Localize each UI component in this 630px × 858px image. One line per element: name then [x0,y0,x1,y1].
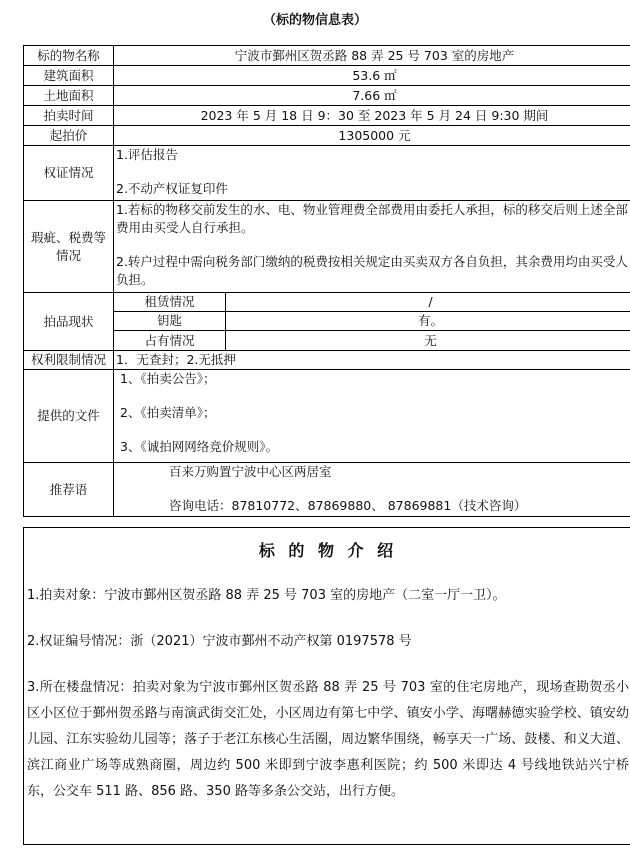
status-label: 拍品现状 [24,293,114,351]
table-row [24,126,630,146]
intro-section [23,527,630,845]
list-item: 2.转户过程中需向税务部门缴纳的税费按相关规定由买卖双方各自负担，其余费用均由买受人负担。 [116,254,628,287]
table-row [24,312,630,331]
table-row [24,86,630,106]
table-row [24,201,630,293]
list-item: 2、《拍卖清单》； [120,405,216,420]
list-item: 1、《拍卖公告》； [120,371,216,386]
cert-cell [114,146,630,201]
table-row [24,293,630,312]
docs-label: 提供的文件 [24,370,114,463]
page-title: （标的物信息表） [262,13,367,28]
status-row-label: 占有情况 [114,331,226,351]
auction-time-label: 拍卖时间 [24,106,114,126]
table-row [24,146,630,201]
name-label: 标的物名称 [24,46,114,66]
land-area-value: 7.66 ㎡ [114,86,630,106]
defect-cell [114,201,630,293]
status-row-value: 无 [226,331,630,351]
intro-paragraph: 2.权证编号情况：浙（2021）宁波市鄞州不动产权第 0197578 号 [27,634,412,649]
intro-paragraph: 3.所在楼盘情况：拍卖对象为宁波市鄞州区贺丞路 88 弄 25 号 703 室的住宅房地产，现场查勘贺丞小区小区位于鄞州贺丞路与南演武街交汇处，小区周边有第七中学、镇安小学、海曙赫德实验学校、镇安幼儿园、江东实验幼儿园等；落子于老江东核心生活圈，周边繁华围绕，畅享天一广场、鼓楼、和义大道、滨江商业广场等成熟商圈，周边约 500 米即到宁波李惠利医院；约 500 米即达 4 号线地铁站兴宁桥东，公交车 511 路、856 路、350 路等多条公交站，出行方便。 [27,680,629,799]
table-row [24,370,630,463]
table-row [24,66,630,86]
table-row [24,331,630,351]
status-row-label: 租赁情况 [114,293,226,312]
status-row-value: 有。 [226,312,630,331]
table-row [24,46,630,66]
land-area-label: 土地面积 [24,86,114,106]
list-item: 1.若标的物移交前发生的水、电、物业管理费全部费用由委托人承担，标的移交后则上述全部费用由买受人自行承担。 [116,202,628,235]
defect-label-line: 瑕疵、税费等 [30,229,106,245]
restriction-label: 权利限制情况 [24,351,114,370]
table-row [24,463,630,517]
building-area-value: 53.6 ㎡ [114,66,630,86]
recommend-line: 百来万购置宁波中心区两居室 [169,464,332,479]
start-price-label: 起拍价 [24,126,114,146]
table-row [24,106,630,126]
building-area-label: 建筑面积 [24,66,114,86]
recommend-line: 咨询电话：87810772、87869880、 87869881（技术咨询） [169,498,527,513]
name-value: 宁波市鄞州区贺丞路 88 弄 25 号 703 室的房地产 [114,46,630,66]
intro-title: 标 的 物 介 绍 [258,541,398,560]
docs-cell [114,370,630,463]
cert-label: 权证情况 [24,146,114,201]
auction-time-value: 2023 年 5 月 18 日 9：30 至 2023 年 5 月 24 日 9:30 期间 [114,106,630,126]
list-item: 2.不动产权证复印件 [116,181,228,196]
table-row [24,351,630,370]
list-item: 3、《诚拍网网络竞价规则》。 [120,439,278,454]
defect-label-line: 情况 [55,247,81,263]
recommend-label: 推荐语 [24,463,114,517]
recommend-cell [114,463,630,517]
defect-label [24,201,114,293]
info-table [23,45,630,517]
intro-paragraph: 1.拍卖对象：宁波市鄞州区贺丞路 88 弄 25 号 703 室的房地产（二室一厅一卫）。 [27,588,506,603]
status-row-label: 钥匙 [114,312,226,331]
status-row-value: / [226,293,630,312]
list-item: 1.评估报告 [116,147,178,162]
start-price-value: 1305000 元 [114,126,630,146]
restriction-value: 1．无查封；2.无抵押 [114,351,630,370]
